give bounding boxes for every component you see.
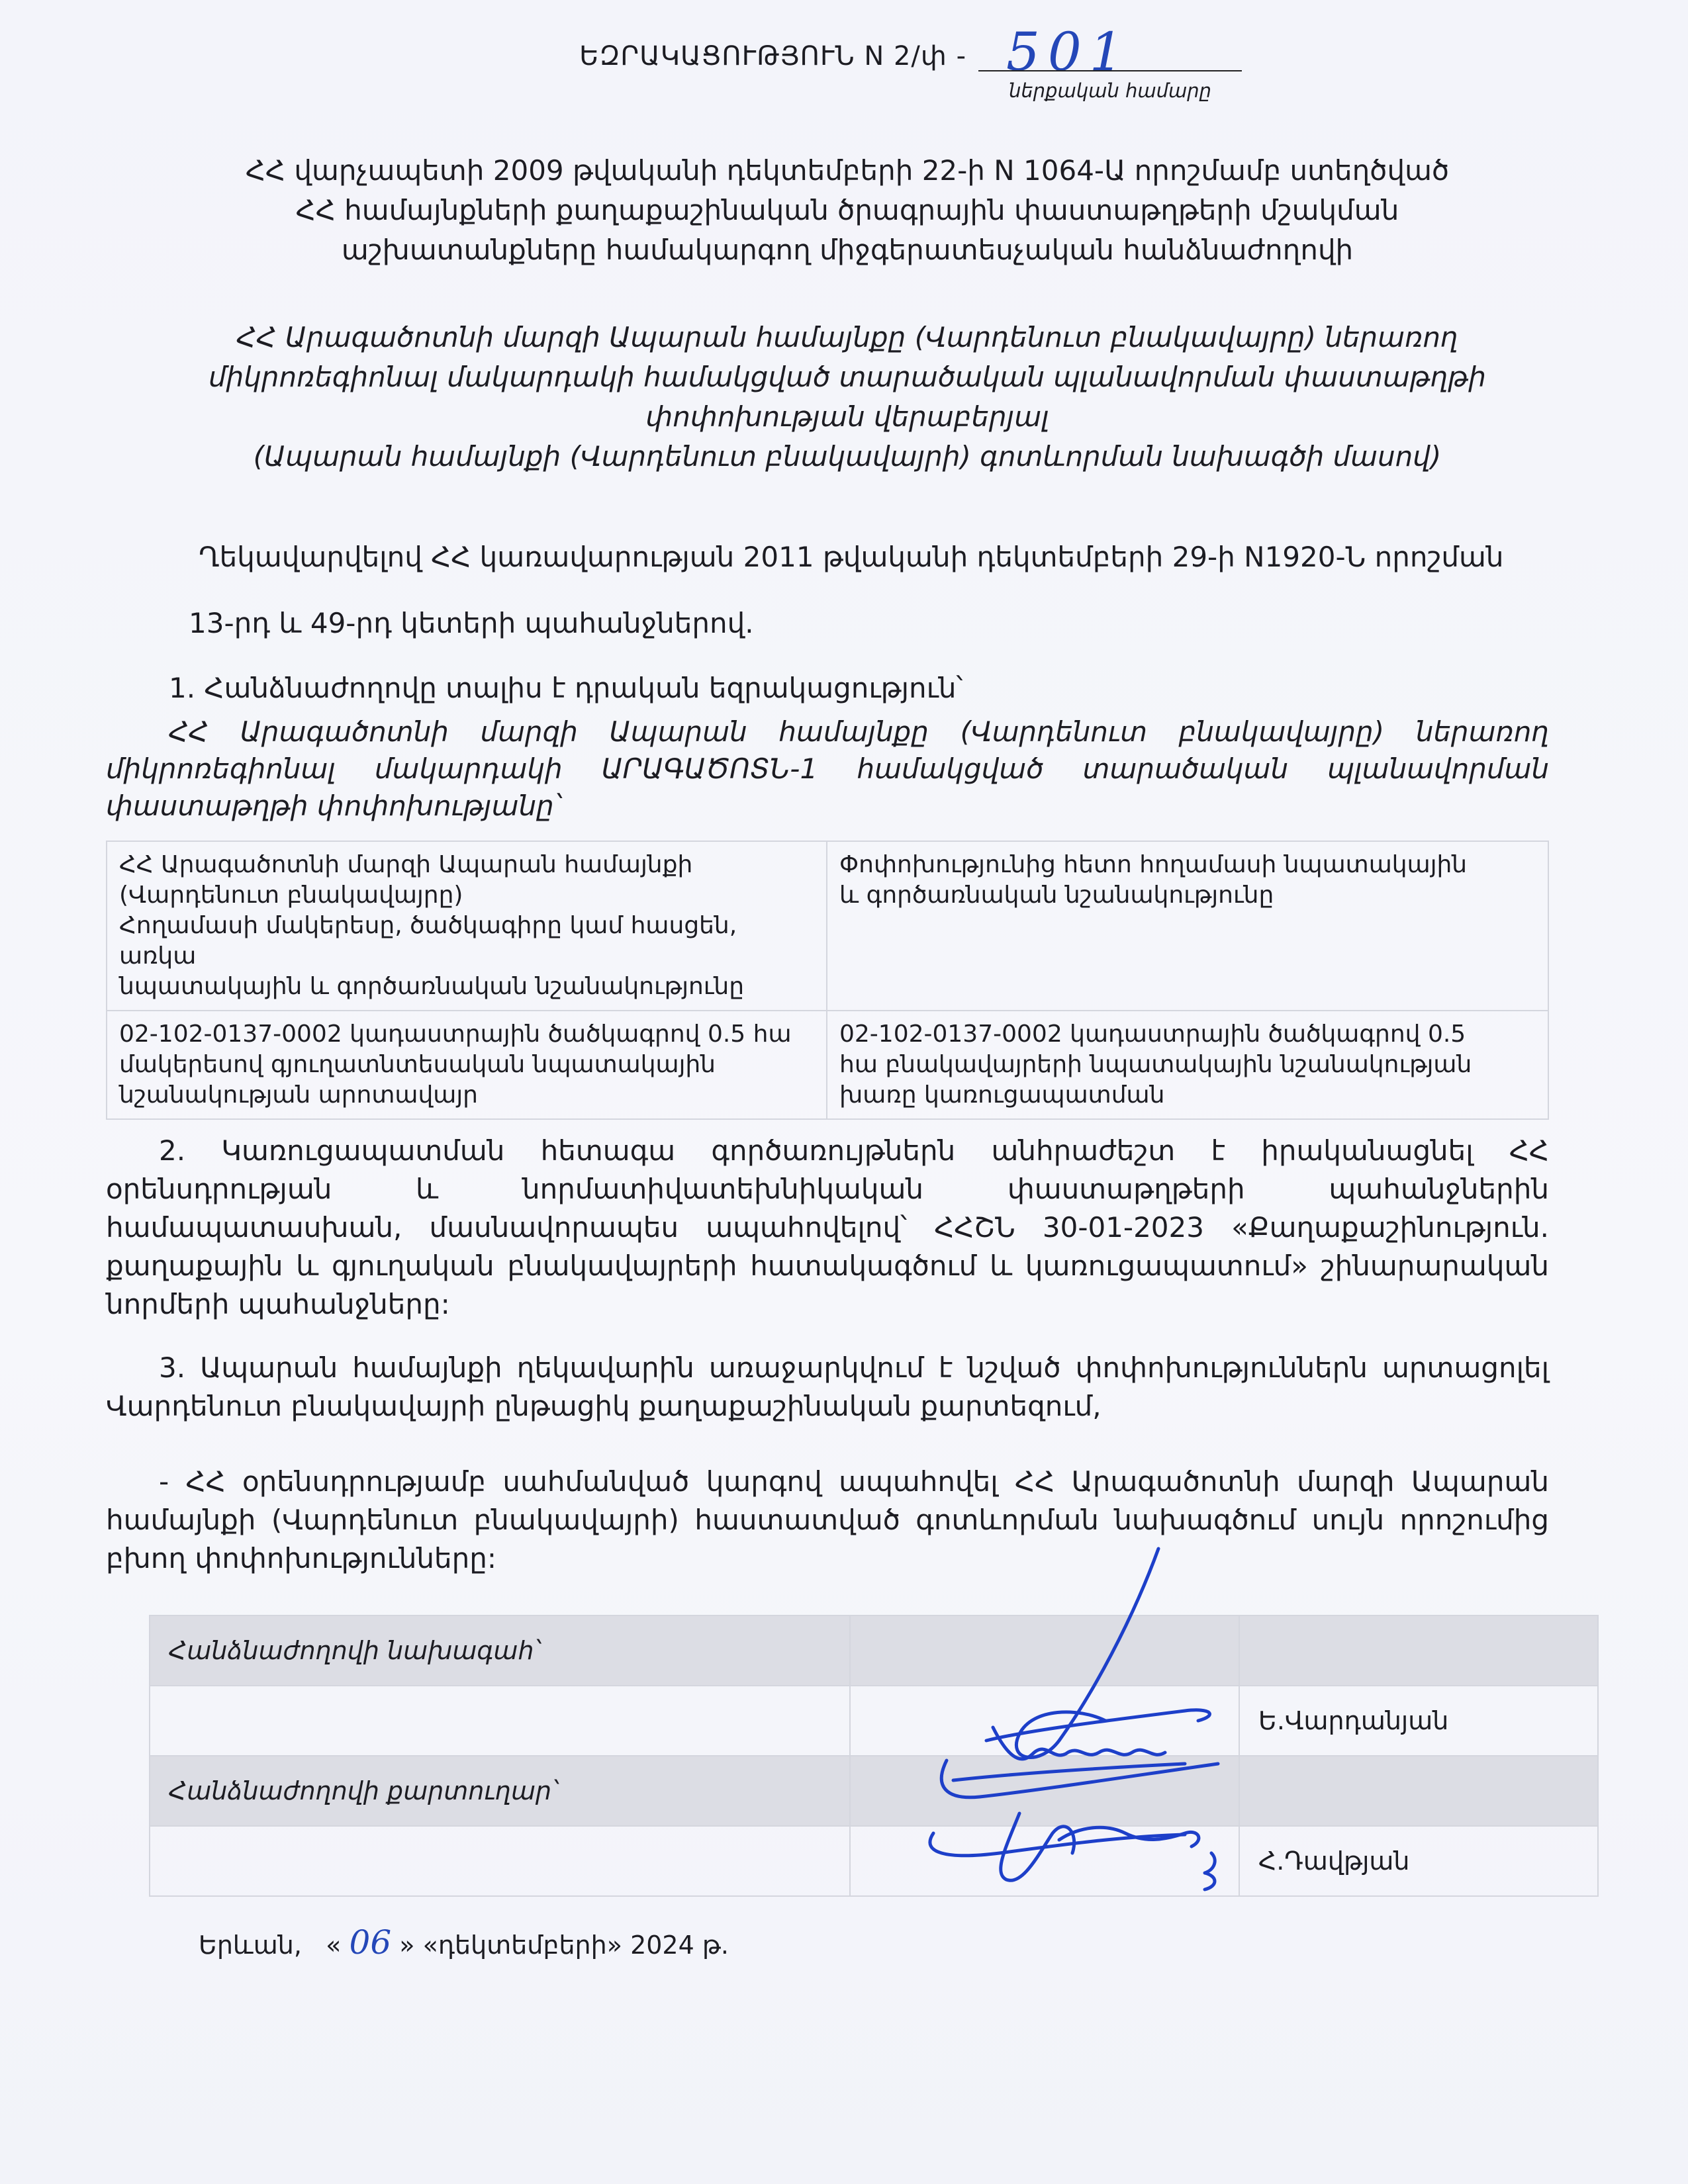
footer-city: Երևան, [199, 1931, 302, 1960]
issuer-block [159, 151, 1536, 270]
table-cell-line: նշանակության արոտավայր [119, 1081, 478, 1109]
secretary-signature-stroke [1205, 1853, 1215, 1889]
footer-year: 2024 թ. [630, 1931, 729, 1960]
table-cell-after-change [827, 1011, 1548, 1119]
table-row [150, 1756, 1598, 1826]
table-cell-line: 02-102-0137-0002 կադաստրային ծածկագրով 0.5 [839, 1021, 1466, 1048]
subject-line: (Ապարան համայնքի (Վարդենուտ բնակավայրի) գոտևորման նախագծի մասով) [253, 440, 1442, 473]
table-row [107, 841, 1548, 1011]
table-cell-line: Հողամասի մակերեսը, ծածկագիրը կամ հասցեն, առկա [119, 912, 737, 970]
table-cell-line: (Վարդենուտ բնակավայրը) [119, 882, 463, 909]
internal-number-label: ներքական համարը [1008, 79, 1212, 102]
table-cell-line: Փոփոխությունից հետո հողամասի նպատակային [839, 851, 1468, 878]
empty-cell [150, 1826, 850, 1896]
subject-line: միկրոռեգիոնալ մակարդակի համակցված տարածական պլանավորման փաստաթղթի [208, 361, 1487, 393]
item-2: 2. Կառուցապատման հետագա գործառույթներն անհրաժեշտ է իրականացնել ՀՀ օրենսդրության և նորմատիվատեխնիկական փաստաթղթերի պահանջներին համապատասխան, մասնավորապես ապահովելով՝ ՀՀՇՆ 30-01-2023 «Քաղաքաշինություն. քաղաքային և գյուղական բնակավայրերի հատակագծում և կառուցապատում» շինարարական նորմերի պահանջները: [106, 1134, 1549, 1320]
table-cell-current [107, 1011, 827, 1119]
issuer-line: աշխատանքները համակարգող միջգերատեսչական հանձնաժողովի [341, 234, 1354, 266]
item-1-subject [106, 713, 1549, 825]
table-cell-line: հա բնակավայրերի նպատակային նշանակության [839, 1051, 1472, 1078]
empty-cell [150, 1686, 850, 1756]
table-row [150, 1686, 1598, 1756]
issuer-line: ՀՀ համայնքների քաղաքաշինական ծրագրային փաստաթղթերի մշակման [295, 194, 1399, 226]
table-header-after-change [827, 841, 1548, 1011]
table-cell-line: խառը կառուցապատման [839, 1081, 1165, 1109]
table-cell-line: ՀՀ Արագածոտնի մարզի Ապարան համայնքի [119, 851, 693, 878]
item-1: 1. Հանձնաժողովը տալիս է դրական եզրակացություն՝ [169, 672, 963, 704]
subject-line: ՀՀ Արագածոտնի մարզի Ապարան համայնքը (Վարդենուտ բնակավայրը) ներառող [236, 321, 1458, 353]
chair-name: Ե.Վարդանյան [1239, 1686, 1598, 1756]
table-cell-line: 02-102-0137-0002 կադաստրային ծածկագրով 0.5 հա [119, 1021, 792, 1048]
chair-signature-stroke [1016, 1549, 1158, 1757]
land-change-table [106, 841, 1549, 1120]
quote-close: » [399, 1931, 415, 1960]
table-header-current [107, 841, 827, 1011]
item-3-dash: - ՀՀ օրենսդրությամբ սահմանված կարգով ապահովել ՀՀ Արագածոտնի մարզի Ապարան համայնքի (Վարդենուտ բնակավայրի) հաստատված գոտևորման նախագծում սույն որոշումից բխող փոփոխությունները: [106, 1465, 1549, 1574]
secretary-signature-stroke [930, 1833, 1185, 1856]
secretary-name: Հ.Դավթյան [1239, 1826, 1598, 1896]
table-row [107, 1011, 1548, 1119]
table-cell-line: մակերեսով գյուղատնտեսական նպատակային [119, 1051, 716, 1078]
basis-line-2: 13-րդ և 49-րդ կետերի պահանջներով. [189, 607, 754, 639]
table-cell-line: նպատակային և գործառնական նշանակությունը [119, 973, 745, 1000]
table-row [150, 1826, 1598, 1896]
item-1-subject-text: ՀՀ Արագածոտնի մարզի Ապարան համայնքը (Վարդենուտ բնակավայրը) ներառող միկրոռեգիոնալ մակարդակի ԱՐԱԳԱԾՈՏՆ-1 համակցված տարածական պլանավորման փաստաթղթի փոփոխությանը՝ [106, 715, 1549, 822]
table-cell-line: և գործառնական նշանակությունը [839, 882, 1274, 909]
footer-month: «դեկտեմբերի» [422, 1931, 622, 1960]
secretary-label: Հանձնաժողովի քարտուղար՝ [150, 1756, 850, 1826]
date-place [199, 1923, 729, 1965]
footer-day-handwritten: 06 [349, 1923, 392, 1962]
internal-number-underline [978, 70, 1242, 71]
handwritten-signatures [907, 1542, 1304, 1913]
table-row [150, 1615, 1598, 1686]
basis-line-1: Ղեկավարվելով ՀՀ կառավարության 2011 թվականի դեկտեմբերի 29-ի N1920-Ն որոշման [199, 541, 1504, 573]
signature-table [149, 1615, 1599, 1897]
issuer-line: ՀՀ վարչապետի 2009 թվականի դեկտեմբերի 22-ի N 1064-Ա որոշմամբ ստեղծված [245, 154, 1450, 187]
chair-label: Հանձնաժողովի նախագահ՝ [150, 1615, 850, 1686]
subject-line: փոփոխության վերաբերյալ [645, 400, 1049, 433]
item-3: 3. Ապարան համայնքի ղեկավարին առաջարկվում է նշված փոփոխություններն արտացոլել Վարդենուտ բնակավայրի ընթացիկ քաղաքաշինական քարտեզում, [106, 1351, 1549, 1422]
internal-number-handwritten: 501 [1006, 21, 1131, 83]
document-title: ԵԶՐԱԿԱՑՈՒԹՅՈՒՆ N 2/փ - [579, 41, 966, 71]
quote-open: « [310, 1931, 342, 1960]
subject-block [159, 318, 1536, 477]
